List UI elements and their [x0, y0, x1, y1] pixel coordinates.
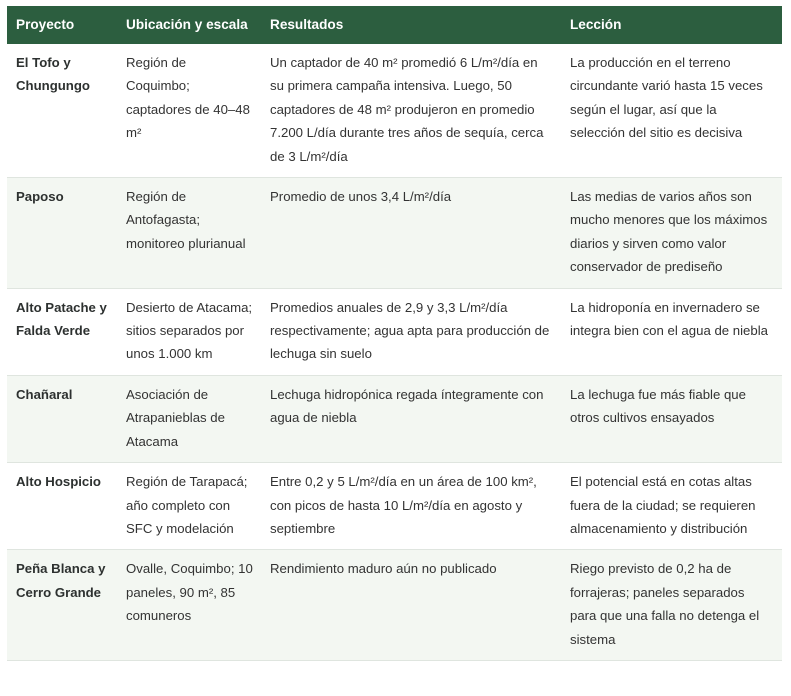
cell-ubicacion: Región de Antofagasta; monitoreo plurianual	[117, 178, 261, 289]
cell-ubicacion: Asociación de Atrapanieblas de Atacama	[117, 375, 261, 462]
cell-leccion: La producción en el terreno circundante varió hasta 15 veces según el lugar, así que la selección del sitio es decisiva	[561, 44, 782, 178]
cell-proyecto: Chañaral	[7, 375, 117, 462]
header-ubicacion: Ubicación y escala	[117, 6, 261, 44]
header-resultados: Resultados	[261, 6, 561, 44]
table-body	[7, 44, 782, 660]
cell-resultados: Lechuga hidropónica regada íntegramente con agua de niebla	[261, 375, 561, 462]
cell-resultados: Entre 0,2 y 5 L/m²/día en un área de 100 km², con picos de hasta 10 L/m²/día en agosto y septiembre	[261, 463, 561, 550]
table-row	[7, 178, 782, 289]
cell-proyecto: El Tofo y Chungungo	[7, 44, 117, 178]
cell-leccion: Riego previsto de 0,2 ha de forrajeras; paneles separados para que una falla no detenga el sistema	[561, 550, 782, 661]
cell-proyecto: Paposo	[7, 178, 117, 289]
header-leccion: Lección	[561, 6, 782, 44]
cell-ubicacion: Región de Tarapacá; año completo con SFC y modelación	[117, 463, 261, 550]
cell-leccion: Las medias de varios años son mucho menores que los máximos diarios y sirven como valor conservador de prediseño	[561, 178, 782, 289]
cell-leccion: La lechuga fue más fiable que otros cultivos ensayados	[561, 375, 782, 462]
cell-resultados: Rendimiento maduro aún no publicado	[261, 550, 561, 661]
table-row	[7, 550, 782, 661]
cell-leccion: La hidroponía en invernadero se integra bien con el agua de niebla	[561, 288, 782, 375]
cell-resultados: Un captador de 40 m² promedió 6 L/m²/día en su primera campaña intensiva. Luego, 50 captadores de 48 m² produjeron en promedio 7.200 L/día durante tres años de sequía, cerca de 3 L/m²/día	[261, 44, 561, 178]
cell-proyecto: Alto Hospicio	[7, 463, 117, 550]
cell-ubicacion: Desierto de Atacama; sitios separados por unos 1.000 km	[117, 288, 261, 375]
cell-resultados: Promedio de unos 3,4 L/m²/día	[261, 178, 561, 289]
cell-proyecto: Alto Patache y Falda Verde	[7, 288, 117, 375]
table-container	[7, 6, 782, 661]
header-proyecto: Proyecto	[7, 6, 117, 44]
table-row	[7, 288, 782, 375]
table-header	[7, 6, 782, 44]
table-row	[7, 375, 782, 462]
cell-leccion: El potencial está en cotas altas fuera de la ciudad; se requieren almacenamiento y distribución	[561, 463, 782, 550]
cell-ubicacion: Ovalle, Coquimbo; 10 paneles, 90 m², 85 comuneros	[117, 550, 261, 661]
cell-resultados: Promedios anuales de 2,9 y 3,3 L/m²/día respectivamente; agua apta para producción de lechuga sin suelo	[261, 288, 561, 375]
header-row	[7, 6, 782, 44]
fog-projects-table	[7, 6, 782, 661]
cell-ubicacion: Región de Coquimbo; captadores de 40–48 m²	[117, 44, 261, 178]
table-row	[7, 463, 782, 550]
cell-proyecto: Peña Blanca y Cerro Grande	[7, 550, 117, 661]
table-row	[7, 44, 782, 178]
